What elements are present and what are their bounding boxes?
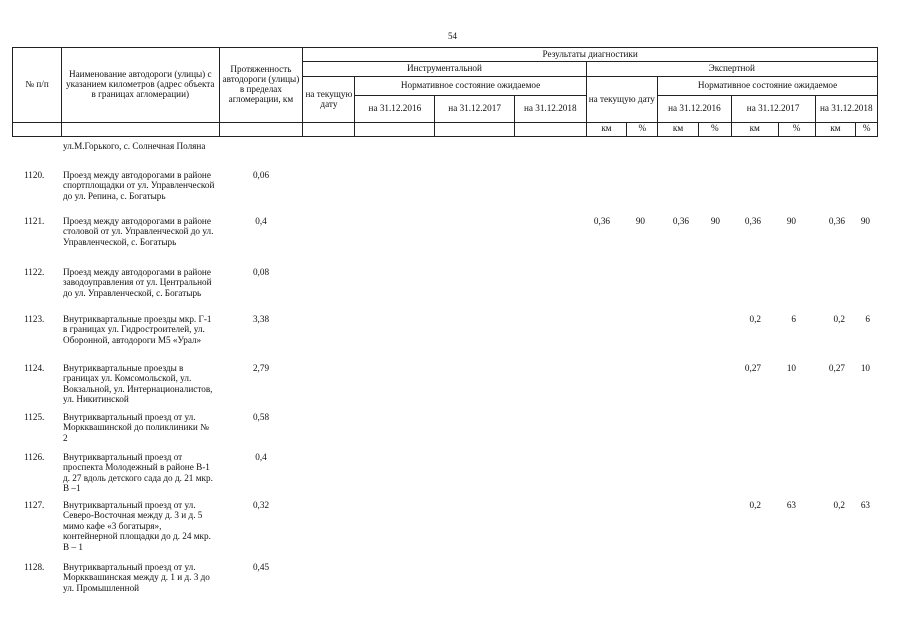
value-pct: 6 xyxy=(865,314,870,324)
unit-pct: % xyxy=(699,122,732,136)
road-name: Внутриквартальные проезды в границах ул. Комсомольской, ул. Вокзальной, ул. Интернационалистов, ул. Никитинской xyxy=(63,363,213,405)
expert-2016-header: на 31.12.2016 xyxy=(658,95,732,122)
value-km: 0,2 xyxy=(833,500,845,510)
expert-2018-header: на 31.12.2018 xyxy=(815,95,877,122)
results-header: Результаты диагностики xyxy=(303,48,878,62)
value-pct: 90 xyxy=(635,216,645,226)
expert-current-date-header: на текущую дату xyxy=(586,77,658,123)
road-length: 2,79 xyxy=(252,363,270,373)
value-pct: 10 xyxy=(786,363,796,373)
value-pct: 90 xyxy=(710,216,720,226)
col-length-header: Протяженность автодороги (улицы) в пределах агломерации, км xyxy=(219,48,303,123)
road-name: Проезд между автодорогами в районе столовой от ул. Управленческой до ул. Управленческой, с. Богатырь xyxy=(63,216,214,247)
unit-pct: % xyxy=(627,122,658,136)
row-number: 1123. xyxy=(24,314,45,324)
value-km: 0,36 xyxy=(593,216,610,226)
unit-pct: % xyxy=(856,122,878,136)
value-km: 0,27 xyxy=(744,363,761,373)
row-number: 1126. xyxy=(24,452,45,462)
road-name: Проезд между автодорогами в районе заводоуправления от ул. Центральной до ул. Управленческой, с. Богатырь xyxy=(63,267,212,298)
unit-km: км xyxy=(586,122,627,136)
unit-km: км xyxy=(815,122,856,136)
road-length: 0,32 xyxy=(252,500,270,510)
road-name: Проезд между автодорогами в районе спортплощадки от ул. Управленческой до ул. Репина, с. Богатырь xyxy=(63,170,215,201)
instr-2017-header: на 31.12.2017 xyxy=(435,95,515,122)
value-pct: 63 xyxy=(860,500,870,510)
col-num-header: № п/п xyxy=(13,48,62,123)
road-name: Внутриквартальный проезд от ул. Моркквашинской до поликлиники № 2 xyxy=(63,412,209,443)
value-pct: 6 xyxy=(791,314,796,324)
value-km: 0,36 xyxy=(672,216,689,226)
road-length: 0,58 xyxy=(252,412,270,422)
road-length: 0,4 xyxy=(255,452,267,462)
unit-pct: % xyxy=(778,122,815,136)
unit-km: км xyxy=(731,122,778,136)
row-number: 1121. xyxy=(24,216,45,226)
road-length: 3,38 xyxy=(252,314,270,324)
road-name: Внутриквартальные проезды мкр. Г-1 в границах ул. Гидростроителей, ул. Оборонной, автодороги М5 «Урал» xyxy=(63,314,212,345)
instr-2016-header: на 31.12.2016 xyxy=(355,95,435,122)
road-name: Внутриквартальный проезд от ул. Северо-Восточная между д. 3 и д. 5 мимо кафе «3 богатыря», контейнерной площадки до д. 24 мкр. В – 1 xyxy=(63,500,211,552)
road-length: 0,06 xyxy=(252,170,270,180)
value-km: 0,2 xyxy=(749,314,761,324)
row-number: 1120. xyxy=(24,170,45,180)
row-number: 1125. xyxy=(24,412,45,422)
page-number: 54 xyxy=(448,31,457,41)
expert-2017-header: на 31.12.2017 xyxy=(731,95,815,122)
road-name: ул.М.Горького, с. Солнечная Поляна xyxy=(63,141,206,151)
row-number: 1127. xyxy=(24,500,45,510)
value-pct: 63 xyxy=(786,500,796,510)
expert-normative-header: Нормативное состояние ожидаемое xyxy=(658,77,878,95)
value-km: 0,2 xyxy=(833,314,845,324)
road-length: 0,08 xyxy=(252,267,270,277)
row-number: 1124. xyxy=(24,363,45,373)
row-number: 1128. xyxy=(24,562,45,572)
road-name: Внутриквартальный проезд от проспекта Молодежный в районе В-1 д. 27 вдоль детского сада до д. 21 мкр. В –1 xyxy=(63,452,213,494)
value-km: 0,36 xyxy=(828,216,845,226)
value-km: 0,36 xyxy=(744,216,761,226)
row-number: 1122. xyxy=(24,267,45,277)
value-km: 0,2 xyxy=(749,500,761,510)
expert-header: Экспертной xyxy=(586,62,877,77)
road-length: 0,4 xyxy=(255,216,267,226)
road-length: 0,45 xyxy=(252,562,270,572)
instr-normative-header: Нормативное состояние ожидаемое xyxy=(355,77,586,95)
value-pct: 10 xyxy=(860,363,870,373)
col-name-header: Наименование автодороги (улицы) с указанием километров (адрес объекта в границах агломерации) xyxy=(62,48,219,123)
road-name: Внутриквартальный проезд от ул. Моркквашинская между д. 1 и д. 3 до ул. Промышленной xyxy=(63,562,210,593)
value-km: 0,27 xyxy=(828,363,845,373)
value-pct: 90 xyxy=(860,216,870,226)
value-pct: 90 xyxy=(786,216,796,226)
table-header xyxy=(12,47,878,137)
instr-current-date-header: на текущую дату xyxy=(303,77,355,123)
instrumental-header: Инструментальной xyxy=(303,62,586,77)
unit-km: км xyxy=(658,122,699,136)
instr-2018-header: на 31.12.2018 xyxy=(514,95,586,122)
